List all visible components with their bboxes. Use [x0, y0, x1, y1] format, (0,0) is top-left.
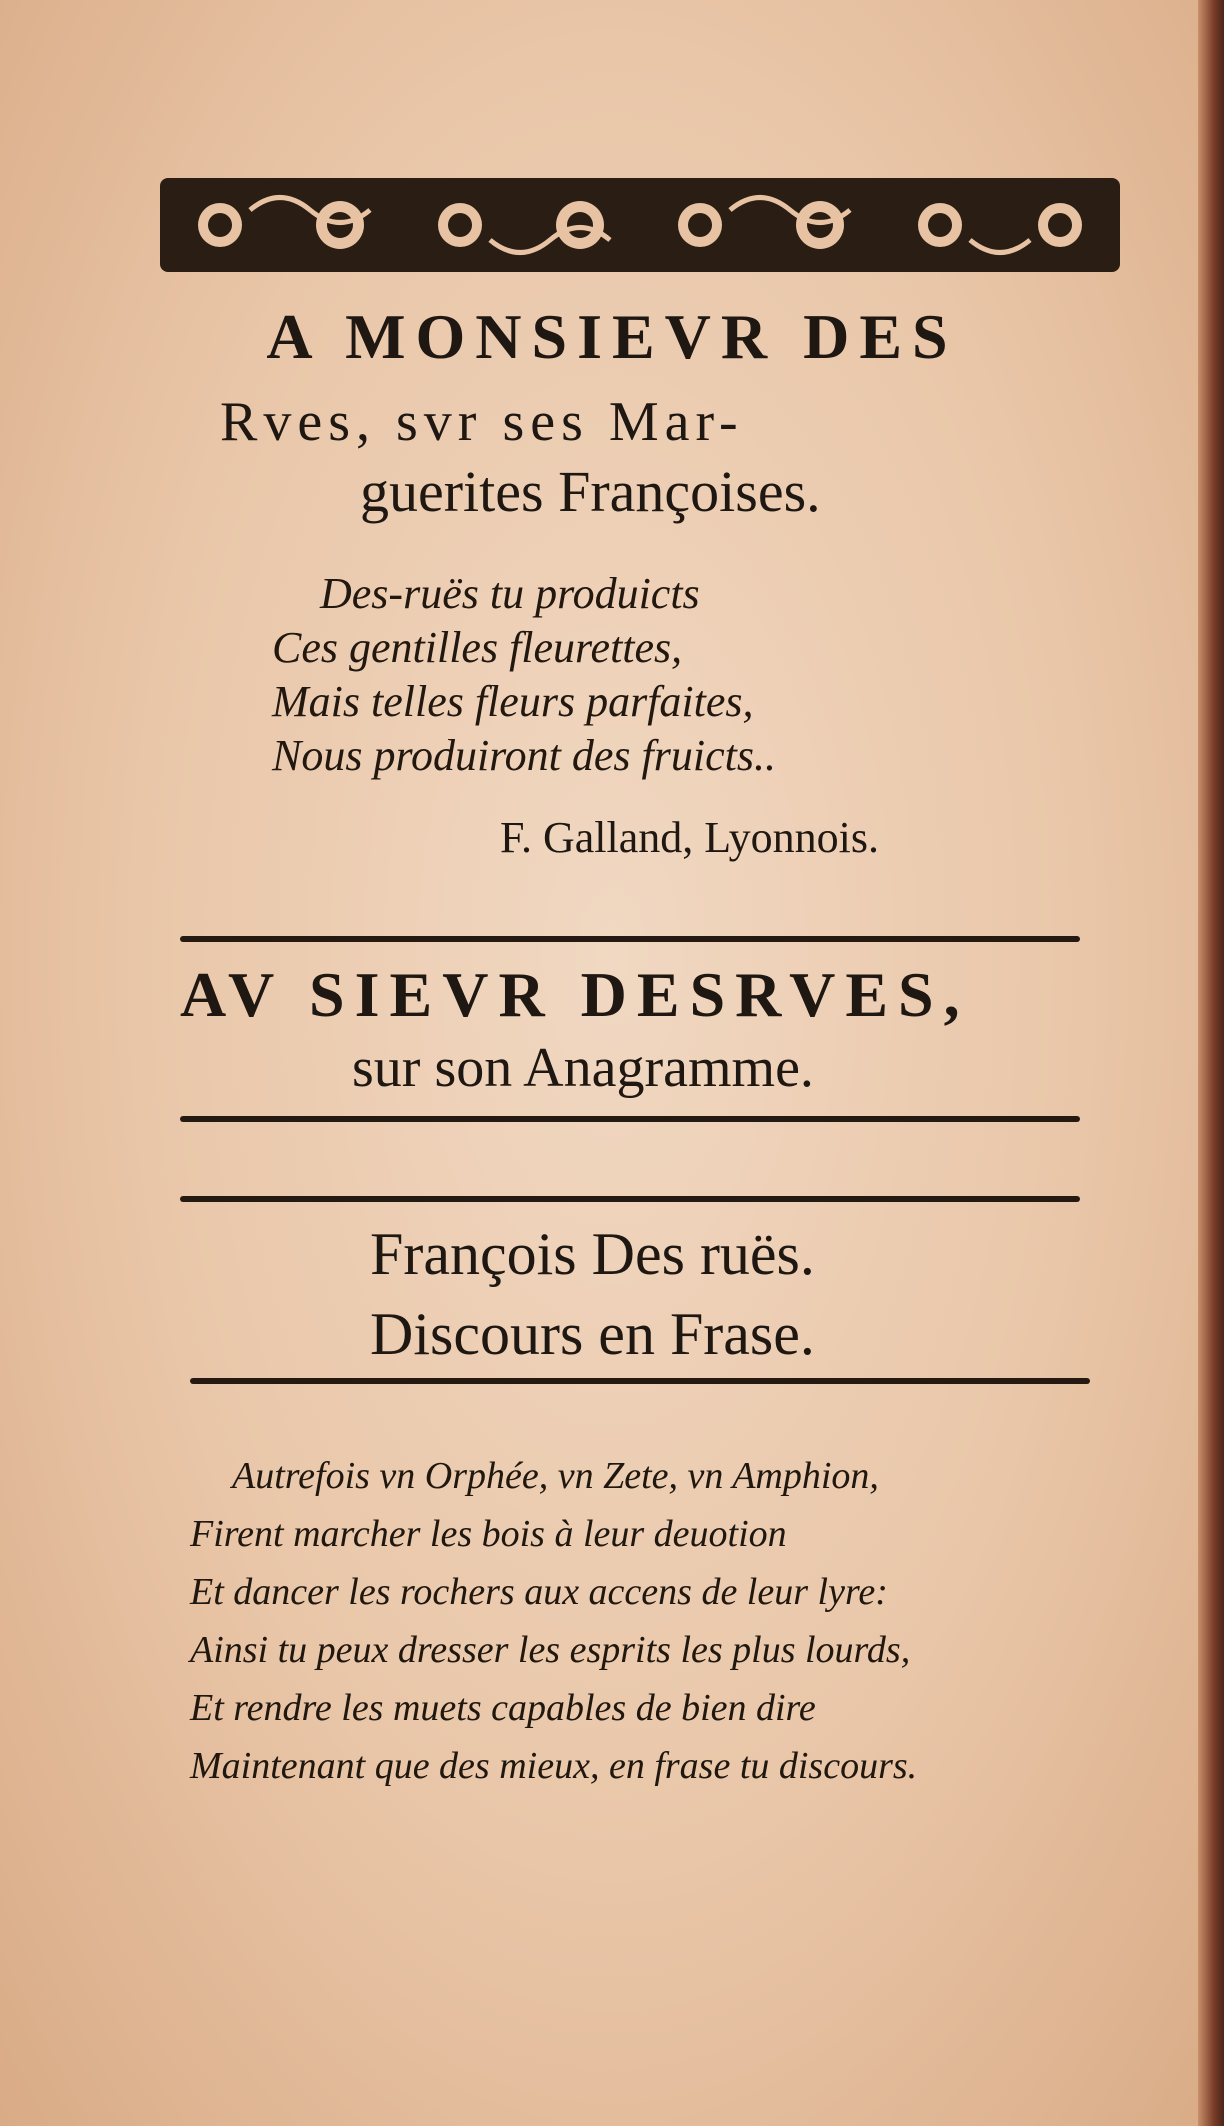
verse-line: Ces gentilles fleurettes,	[272, 623, 683, 672]
signature: F. Galland, Lyonnois.	[500, 813, 880, 862]
divider-rule	[180, 1196, 1080, 1202]
verse-line: Mais telles fleurs parfaites,	[272, 677, 754, 726]
anagram-heading: AV SIEVR DESRVES,	[180, 959, 970, 1030]
anagram-result: Discours en Frase.	[370, 1301, 815, 1367]
poem-line: Firent marcher les bois à leur deuotion	[190, 1513, 787, 1555]
poem-line: Maintenant que des mieux, en frase tu discours.	[190, 1745, 918, 1787]
poem-line: Ainsi tu peux dresser les esprits les plus lourds,	[190, 1629, 911, 1671]
anagram-name: François Des ruës.	[370, 1221, 815, 1287]
dedication-title-line2: Rves, svr ses Mar-	[220, 391, 744, 453]
dedication-title-line1: A MONSIEVR DES	[266, 301, 958, 372]
poem-line: Et dancer les rochers aux accens de leur lyre:	[190, 1571, 888, 1613]
poem-line: Et rendre les muets capables de bien dire	[190, 1687, 816, 1729]
decorative-headpiece-icon	[160, 170, 1120, 280]
anagram-subheading: sur son Anagramme.	[352, 1037, 814, 1099]
divider-rule	[190, 1378, 1090, 1384]
dedication-title-line3: guerites Françoises.	[360, 459, 821, 524]
verse-line: Des-ruës tu produicts	[320, 569, 700, 618]
poem-line: Autrefois vn Orphée, vn Zete, vn Amphion,	[232, 1455, 879, 1497]
divider-rule	[180, 936, 1080, 942]
verse-line: Nous produiront des fruicts..	[272, 731, 777, 780]
divider-rule	[180, 1116, 1080, 1122]
